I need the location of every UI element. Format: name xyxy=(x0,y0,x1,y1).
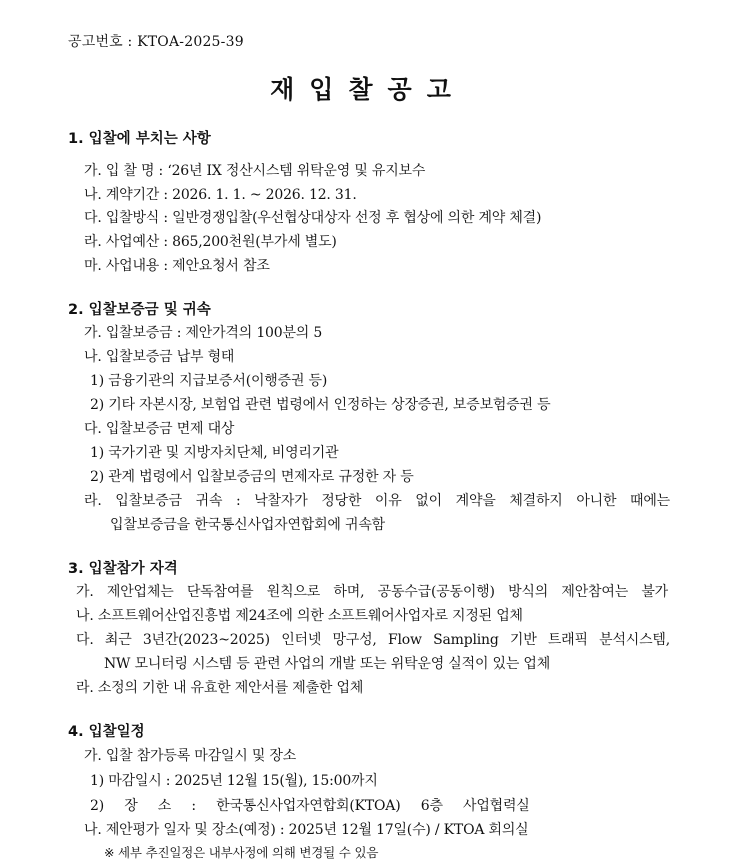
page-title: 재입찰공고 xyxy=(270,75,466,104)
section-line: 가. 제안업체는 단독참여를 원칙으로 하며, 공동수급(공동이행) 방식의 제안참여는 불가 xyxy=(76,584,668,600)
section-line: 2) 기타 자본시장, 보험업 관련 법령에서 인정하는 상장증권, 보증보험증권 등 xyxy=(90,397,551,413)
section-heading: 3. 입찰참가 자격 xyxy=(68,561,178,577)
section-line: 가. 입찰 참가등록 마감일시 및 장소 xyxy=(84,748,297,764)
section-line: 가. 입찰보증금 : 제안가격의 100분의 5 xyxy=(84,325,323,341)
section-line: 라. 소정의 기한 내 유효한 제안서를 제출한 업체 xyxy=(76,680,364,696)
section-line: 라. 사업예산 : 865,200천원(부가세 별도) xyxy=(84,234,337,250)
section-heading: 2. 입찰보증금 및 귀속 xyxy=(68,302,211,318)
section-line: 2) 관계 법령에서 입찰보증금의 면제자로 규정한 자 등 xyxy=(90,469,414,485)
notice-number: 공고번호 : KTOA-2025-39 xyxy=(68,34,244,50)
section-heading: 4. 입찰일정 xyxy=(68,724,145,740)
footnote: ※ 세부 추진일정은 내부사정에 의해 변경될 수 있음 xyxy=(104,845,379,860)
section-line: 다. 입찰방식 : 일반경쟁입찰(우선협상대상자 선정 후 협상에 의한 계약 체결) xyxy=(84,210,542,226)
section-line: 다. 입찰보증금 면제 대상 xyxy=(84,421,235,437)
section-line: 마. 사업내용 : 제안요청서 참조 xyxy=(84,258,270,274)
section-heading: 1. 입찰에 부치는 사항 xyxy=(68,131,211,147)
section-line: 다. 최근 3년간(2023~2025) 인터넷 망구성, Flow Sampling 기반 트래픽 분석시스템, xyxy=(76,632,670,648)
section-line: 나. 제안평가 일자 및 장소(예정) : 2025년 12월 17일(수) / KTOA 회의실 xyxy=(84,822,529,838)
section-line: 2) 장 소 : 한국통신사업자연합회(KTOA) 6층 사업협력실 xyxy=(90,798,530,814)
section-line: 나. 소프트웨어산업진흥법 제24조에 의한 소프트웨어사업자로 지정된 업체 xyxy=(76,608,523,624)
section-line: 1) 금융기관의 지급보증서(이행증권 등) xyxy=(90,373,328,389)
section-line: 입찰보증금을 한국통신사업자연합회에 귀속함 xyxy=(110,517,385,533)
section-line: 1) 마감일시 : 2025년 12월 15(월), 15:00까지 xyxy=(90,773,378,789)
section-line: 1) 국가기관 및 지방자치단체, 비영리기관 xyxy=(90,445,339,461)
section-line: 라. 입찰보증금 귀속 : 낙찰자가 정당한 이유 없이 계약을 체결하지 아니한 때에는 xyxy=(84,493,670,509)
section-line: NW 모니터링 시스템 등 관련 사업의 개발 또는 위탁운영 실적이 있는 업체 xyxy=(104,656,551,672)
section-line: 나. 계약기간 : 2026. 1. 1. ~ 2026. 12. 31. xyxy=(84,187,357,203)
section-line: 나. 입찰보증금 납부 형태 xyxy=(84,349,235,365)
section-line: 가. 입 찰 명 : ‘26년 IX 정산시스템 위탁운영 및 유지보수 xyxy=(84,163,426,179)
